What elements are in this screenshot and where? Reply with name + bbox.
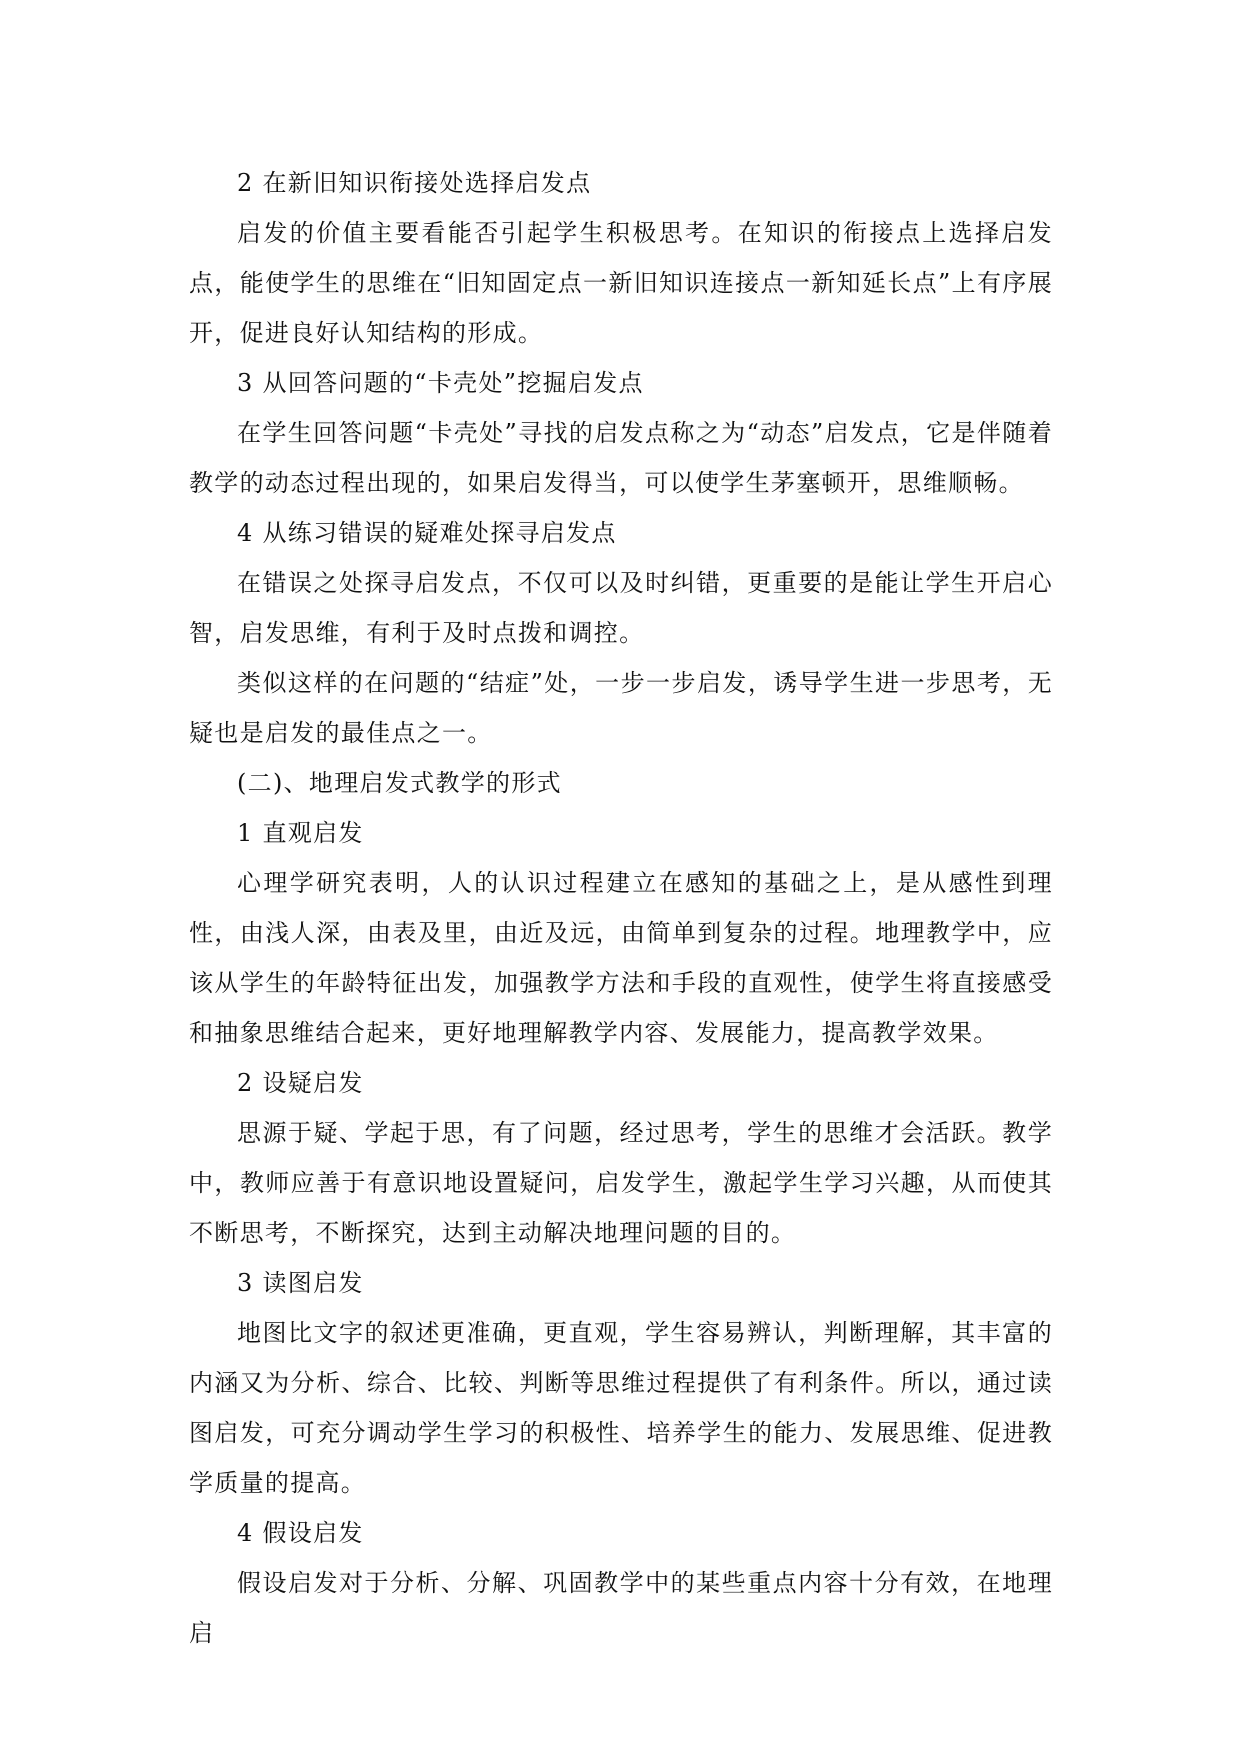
paragraph: 心理学研究表明，人的认识过程建立在感知的基础之上，是从感性到理性，由浅人深，由表及里，由近及远，由简单到复杂的过程。地理教学中，应该从学生的年龄特征出发，加强教学方法和手段的直观性，使学生将直接感受和抽象思维结合起来，更好地理解教学内容、发展能力，提高教学效果。: [189, 869, 1053, 1047]
paragraph: 类似这样的在问题的“结症”处，一步一步启发，诱导学生进一步思考，无疑也是启发的最佳点之一。: [189, 669, 1053, 747]
paragraph: 启发的价值主要看能否引起学生积极思考。在知识的衔接点上选择启发点，能使学生的思维在“旧知固定点一新旧知识连接点一新知延长点”上有序展开，促进良好认知结构的形成。: [189, 219, 1053, 347]
section-heading: 4 假设启发: [237, 1519, 364, 1547]
section-heading: 4 从练习错误的疑难处探寻启发点: [237, 519, 617, 547]
document-page: [189, 158, 1053, 1658]
section-heading: 2 设疑启发: [237, 1069, 364, 1097]
section-heading: 3 读图启发: [237, 1269, 364, 1297]
paragraph: 地图比文字的叙述更准确，更直观，学生容易辨认，判断理解，其丰富的内涵又为分析、综合、比较、判断等思维过程提供了有利条件。所以，通过读图启发，可充分调动学生学习的积极性、培养学生的能力、发展思维、促进教学质量的提高。: [189, 1319, 1053, 1497]
section-heading: 1 直观启发: [237, 819, 364, 847]
paragraph: 思源于疑、学起于思，有了问题，经过思考，学生的思维才会活跃。教学中，教师应善于有意识地设置疑问，启发学生，激起学生学习兴趣，从而使其不断思考，不断探究，达到主动解决地理问题的目的。: [189, 1119, 1053, 1247]
paragraph: 假设启发对于分析、分解、巩固教学中的某些重点内容十分有效，在地理启: [189, 1569, 1053, 1647]
paragraph: 在学生回答问题“卡壳处”寻找的启发点称之为“动态”启发点，它是伴随着教学的动态过程出现的，如果启发得当，可以使学生茅塞顿开，思维顺畅。: [189, 419, 1053, 497]
section-heading: 3 从回答问题的“卡壳处”挖掘启发点: [237, 369, 644, 397]
paragraph: 在错误之处探寻启发点，不仅可以及时纠错，更重要的是能让学生开启心智，启发思维，有利于及时点拨和调控。: [189, 569, 1053, 647]
section-heading: (二)、地理启发式教学的形式: [237, 769, 562, 797]
section-heading: 2 在新旧知识衔接处选择启发点: [237, 169, 592, 197]
